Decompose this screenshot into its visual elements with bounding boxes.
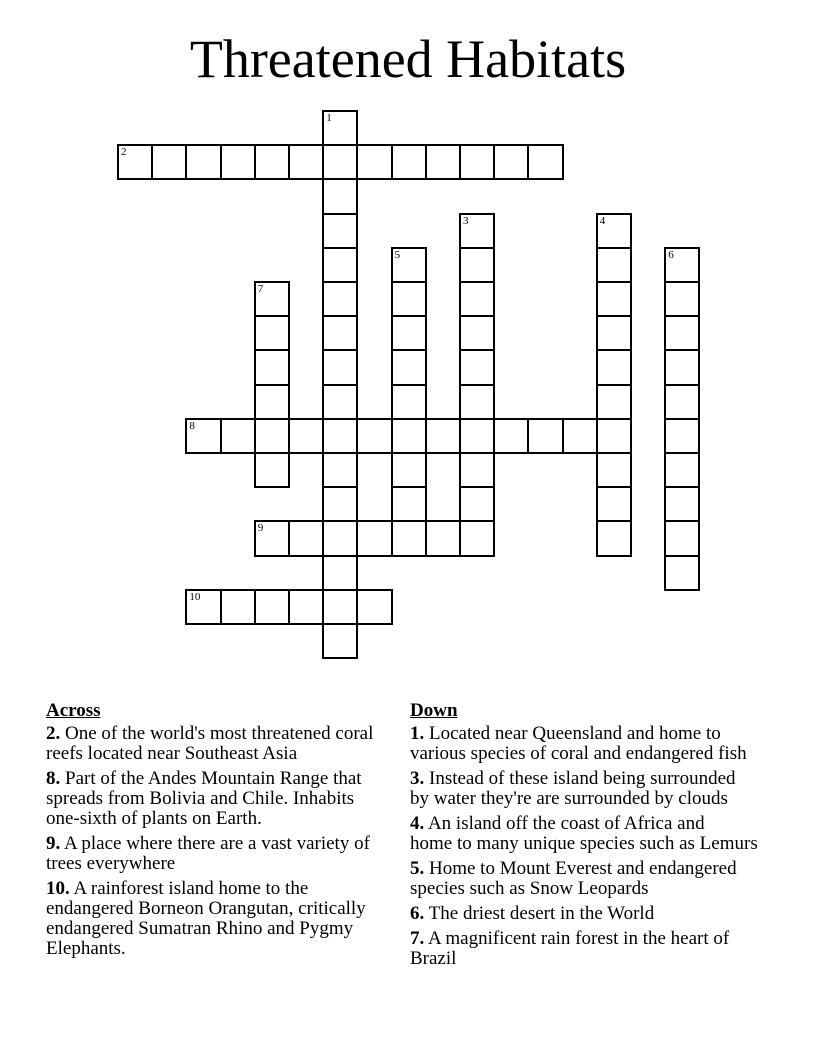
down-header: Down xyxy=(410,700,458,721)
grid-cell[interactable] xyxy=(459,486,495,522)
clue-number: 5 xyxy=(394,248,401,261)
grid-cell[interactable] xyxy=(664,349,700,385)
clue-number-label: 3. xyxy=(410,768,425,789)
grid-cell[interactable] xyxy=(254,418,290,454)
grid-cell[interactable] xyxy=(322,178,358,214)
grid-cell[interactable] xyxy=(596,520,632,556)
down-clue-5: 5. Home to Mount Everest and endangered species such as Snow Leopards xyxy=(410,858,737,899)
grid-cell[interactable] xyxy=(254,281,290,317)
puzzle-title: Threatened Habitats xyxy=(189,29,627,89)
grid-cell[interactable] xyxy=(356,144,392,180)
grid-cell[interactable] xyxy=(664,520,700,556)
across-clue-2: 2. One of the world's most threatened coral reefs located near Southeast Asia xyxy=(46,723,374,764)
grid-cell[interactable] xyxy=(322,315,358,351)
across-clues-section xyxy=(46,701,408,964)
down-clue-list xyxy=(410,724,792,969)
clue-number: 1 xyxy=(326,112,332,124)
grid-cell[interactable] xyxy=(322,486,358,522)
grid-cell[interactable] xyxy=(185,418,221,454)
down-clue-3: 3. Instead of these island being surrounded by water they're are surrounded by clouds xyxy=(410,768,736,809)
across-clue-8: 8. Part of the Andes Mountain Range that spreads from Bolivia and Chile. Inhabits one-sixth of plants on Earth. xyxy=(46,768,362,829)
down-clue-1: 1. Located near Queensland and home to various species of coral and endangered fish xyxy=(410,723,747,764)
grid-cell[interactable] xyxy=(254,589,290,625)
grid-cell[interactable] xyxy=(254,384,290,420)
crossword-grid xyxy=(117,110,703,662)
grid-cell[interactable] xyxy=(254,144,290,180)
grid-cell[interactable] xyxy=(322,247,358,283)
grid-cell[interactable] xyxy=(356,418,392,454)
grid-cell[interactable] xyxy=(459,384,495,420)
clue-number: 3 xyxy=(463,214,469,227)
grid-cell[interactable] xyxy=(254,520,290,556)
grid-cell[interactable] xyxy=(391,452,427,488)
grid-cell[interactable] xyxy=(391,486,427,522)
grid-cell[interactable] xyxy=(391,281,427,317)
grid-cell[interactable] xyxy=(459,520,495,556)
grid-cell[interactable] xyxy=(288,418,324,454)
grid-cell[interactable] xyxy=(391,315,427,351)
grid-cell[interactable] xyxy=(391,247,427,283)
grid-cell[interactable] xyxy=(425,418,461,454)
clue-number-label: 2. xyxy=(46,723,61,744)
clue-number-label: 1. xyxy=(410,723,425,744)
grid-cell[interactable] xyxy=(254,452,290,488)
grid-cell[interactable] xyxy=(220,418,256,454)
grid-cell[interactable] xyxy=(459,349,495,385)
grid-cell[interactable] xyxy=(322,520,358,556)
down-clues-section xyxy=(410,701,792,974)
grid-cell[interactable] xyxy=(596,418,632,454)
grid-cell[interactable] xyxy=(664,418,700,454)
grid-cell[interactable] xyxy=(220,589,256,625)
grid-cell[interactable] xyxy=(527,418,563,454)
grid-cell[interactable] xyxy=(322,555,358,591)
grid-cell[interactable] xyxy=(664,384,700,420)
grid-cell[interactable] xyxy=(391,144,427,180)
grid-cell[interactable] xyxy=(288,520,324,556)
clue-number-label: 5. xyxy=(410,858,425,879)
grid-cell[interactable] xyxy=(254,315,290,351)
grid-cell[interactable] xyxy=(493,144,529,180)
grid-cell[interactable] xyxy=(322,384,358,420)
grid-cell[interactable] xyxy=(322,213,358,249)
down-clue-6: 6. The driest desert in the World xyxy=(410,903,655,924)
grid-cell[interactable] xyxy=(459,315,495,351)
clue-number: 2 xyxy=(121,146,127,159)
grid-cell[interactable] xyxy=(596,486,632,522)
grid-cell[interactable] xyxy=(596,384,632,420)
grid-cell[interactable] xyxy=(596,349,632,385)
grid-cell[interactable] xyxy=(596,281,632,317)
down-clue-4: 4. An island off the coast of Africa and home to many unique species such as Lemurs xyxy=(410,813,758,854)
grid-cell[interactable] xyxy=(322,589,358,625)
grid-cell[interactable] xyxy=(459,213,495,249)
grid-cell[interactable] xyxy=(185,589,221,625)
grid-cell[interactable] xyxy=(459,418,495,454)
grid-cell[interactable] xyxy=(391,349,427,385)
grid-cell[interactable] xyxy=(254,349,290,385)
clue-number-label: 7. xyxy=(410,928,425,949)
clue-number: 9 xyxy=(257,522,264,535)
clue-number-label: 4. xyxy=(410,813,425,834)
grid-cell[interactable] xyxy=(664,486,700,522)
clue-number: 7 xyxy=(257,283,264,295)
grid-cell[interactable] xyxy=(425,520,461,556)
grid-cell[interactable] xyxy=(562,418,598,454)
grid-cell[interactable] xyxy=(493,418,529,454)
grid-cell[interactable] xyxy=(288,144,324,180)
grid-cell[interactable] xyxy=(459,247,495,283)
grid-cell[interactable] xyxy=(322,281,358,317)
grid-cell[interactable] xyxy=(459,452,495,488)
grid-cell[interactable] xyxy=(322,110,358,146)
grid-cell[interactable] xyxy=(117,144,153,180)
grid-cell[interactable] xyxy=(664,452,700,488)
grid-cell[interactable] xyxy=(151,144,187,180)
grid-cell[interactable] xyxy=(322,452,358,488)
clue-number: 6 xyxy=(668,248,674,261)
clue-number: 10 xyxy=(189,590,201,603)
clue-number-label: 9. xyxy=(46,833,61,854)
grid-cell[interactable] xyxy=(288,589,324,625)
clue-number-label: 10. xyxy=(46,878,70,899)
grid-cell[interactable] xyxy=(596,315,632,351)
grid-cell[interactable] xyxy=(220,144,256,180)
grid-cell[interactable] xyxy=(322,349,358,385)
grid-cell[interactable] xyxy=(356,589,392,625)
grid-cell[interactable] xyxy=(527,144,563,180)
grid-cell[interactable] xyxy=(322,623,358,659)
grid-cell[interactable] xyxy=(185,144,221,180)
grid-cell[interactable] xyxy=(322,144,358,180)
across-clue-9: 9. A place where there are a vast variety of trees everywhere xyxy=(46,833,370,874)
grid-cell[interactable] xyxy=(459,281,495,317)
grid-cell[interactable] xyxy=(391,384,427,420)
grid-cell[interactable] xyxy=(322,418,358,454)
grid-cell[interactable] xyxy=(391,418,427,454)
grid-cell[interactable] xyxy=(664,281,700,317)
clue-number: 4 xyxy=(599,214,606,227)
clue-number: 8 xyxy=(189,419,195,432)
grid-cell[interactable] xyxy=(391,520,427,556)
grid-cell[interactable] xyxy=(596,213,632,249)
across-header: Across xyxy=(46,700,101,721)
grid-cell[interactable] xyxy=(596,247,632,283)
down-clue-7: 7. A magnificent rain forest in the heart of Brazil xyxy=(410,928,730,969)
grid-cell[interactable] xyxy=(425,144,461,180)
grid-cell[interactable] xyxy=(356,520,392,556)
clue-number-label: 6. xyxy=(410,903,425,924)
grid-cell[interactable] xyxy=(664,315,700,351)
clue-number-label: 8. xyxy=(46,768,61,789)
grid-cell[interactable] xyxy=(664,247,700,283)
across-clue-list xyxy=(46,724,408,959)
grid-cell[interactable] xyxy=(459,144,495,180)
grid-cell[interactable] xyxy=(664,555,700,591)
across-clue-10: 10. A rainforest island home to the endangered Borneon Orangutan, critically endangered Sumatran Rhino and Pygmy Elephants. xyxy=(46,878,366,959)
grid-cell[interactable] xyxy=(596,452,632,488)
